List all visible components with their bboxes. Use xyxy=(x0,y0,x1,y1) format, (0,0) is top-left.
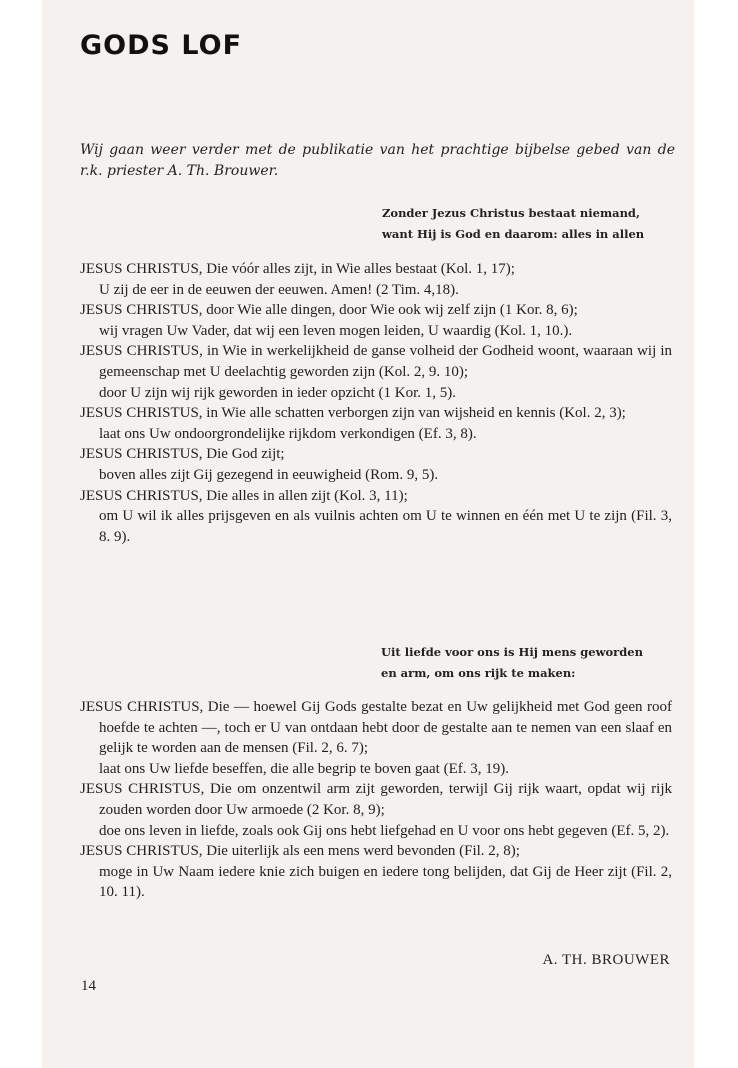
invocation-line: JESUS CHRISTUS, in Wie alle schatten verborgen zijn van wijsheid en kennis (Kol. 2, 3); xyxy=(80,405,626,422)
subheading-1-line-1: Zonder Jezus Christus bestaat niemand, xyxy=(382,206,640,220)
subheading-1 xyxy=(382,203,644,245)
prayer-section-2 xyxy=(80,697,672,903)
subheading-2 xyxy=(381,642,643,684)
invocation-line: JESUS CHRISTUS, Die uiterlijk als een mens werd bevonden (Fil. 2, 8); xyxy=(80,843,520,860)
invocation-line: JESUS CHRISTUS, Die God zijt; xyxy=(80,446,285,463)
article-title: GODS LOF xyxy=(80,30,243,61)
response-line: wij vragen Uw Vader, dat wij een leven mogen leiden, U waardig (Kol. 1, 10.). xyxy=(99,322,573,339)
prayer-section-1 xyxy=(80,259,672,547)
invocation-line: JESUS CHRISTUS, door Wie alle dingen, door Wie ook wij zelf zijn (1 Kor. 8, 6); xyxy=(80,302,578,319)
invocation-line: JESUS CHRISTUS, in Wie in werkelijkheid de ganse volheid der Godheid woont, waaraan wij in gemeenschap met U deelachtig geworden zijn (Kol. 2, 9. 10); xyxy=(80,343,672,380)
author-signature: A. TH. BROUWER xyxy=(542,952,670,968)
response-line: om U wil ik alles prijsgeven en als vuilnis achten om U te winnen en één met U te zijn (Fil. 3, 8. 9). xyxy=(99,508,672,545)
response-line: moge in Uw Naam iedere knie zich buigen en iedere tong belijden, dat Gij de Heer zijt (Fil. 2, 10. 11). xyxy=(99,863,672,901)
subheading-2-line-1: Uit liefde voor ons is Hij mens geworden xyxy=(381,645,643,659)
subheading-1-line-2: want Hij is God en daarom: alles in allen xyxy=(382,227,645,241)
page-number: 14 xyxy=(81,978,96,994)
invocation-line: JESUS CHRISTUS, Die — hoewel Gij Gods gestalte bezat en Uw gelijkheid met God geen roof hoefde te achten —, toch er U van ontdaan hebt door de gestalte aan te nemen van een slaaf en gelijk te worden aan de mensen (Fil. 2, 6. 7); xyxy=(80,699,672,757)
response-line: boven alles zijt Gij gezegend in eeuwigheid (Rom. 9, 5). xyxy=(99,466,439,483)
response-line: doe ons leven in liefde, zoals ook Gij ons hebt liefgehad en U voor ons hebt gegeven (Ef. 5, 2). xyxy=(99,822,670,839)
response-line: laat ons Uw liefde beseffen, die alle begrip te boven gaat (Ef. 3, 19). xyxy=(99,760,509,777)
invocation-line: JESUS CHRISTUS, Die om onzentwil arm zijt geworden, terwijl Gij rijk waart, opdat wij rijk zouden worden door Uw armoede (2 Kor. 8, 9); xyxy=(80,781,672,818)
response-line: U zij de eer in de eeuwen der eeuwen. Amen! (2 Tim. 4,18). xyxy=(99,281,459,298)
response-line: door U zijn wij rijk geworden in ieder opzicht (1 Kor. 1, 5). xyxy=(99,384,456,401)
subheading-2-line-2: en arm, om ons rijk te maken: xyxy=(381,666,576,680)
response-line: laat ons Uw ondoorgrondelijke rijkdom verkondigen (Ef. 3, 8). xyxy=(99,425,477,442)
intro-paragraph: Wij gaan weer verder met de publikatie van het prachtige bijbelse gebed van de r.k. priester A. Th. Brouwer. xyxy=(80,142,675,179)
invocation-line: JESUS CHRISTUS, Die vóór alles zijt, in Wie alles bestaat (Kol. 1, 17); xyxy=(80,261,515,277)
invocation-line: JESUS CHRISTUS, Die alles in allen zijt (Kol. 3, 11); xyxy=(80,487,408,504)
